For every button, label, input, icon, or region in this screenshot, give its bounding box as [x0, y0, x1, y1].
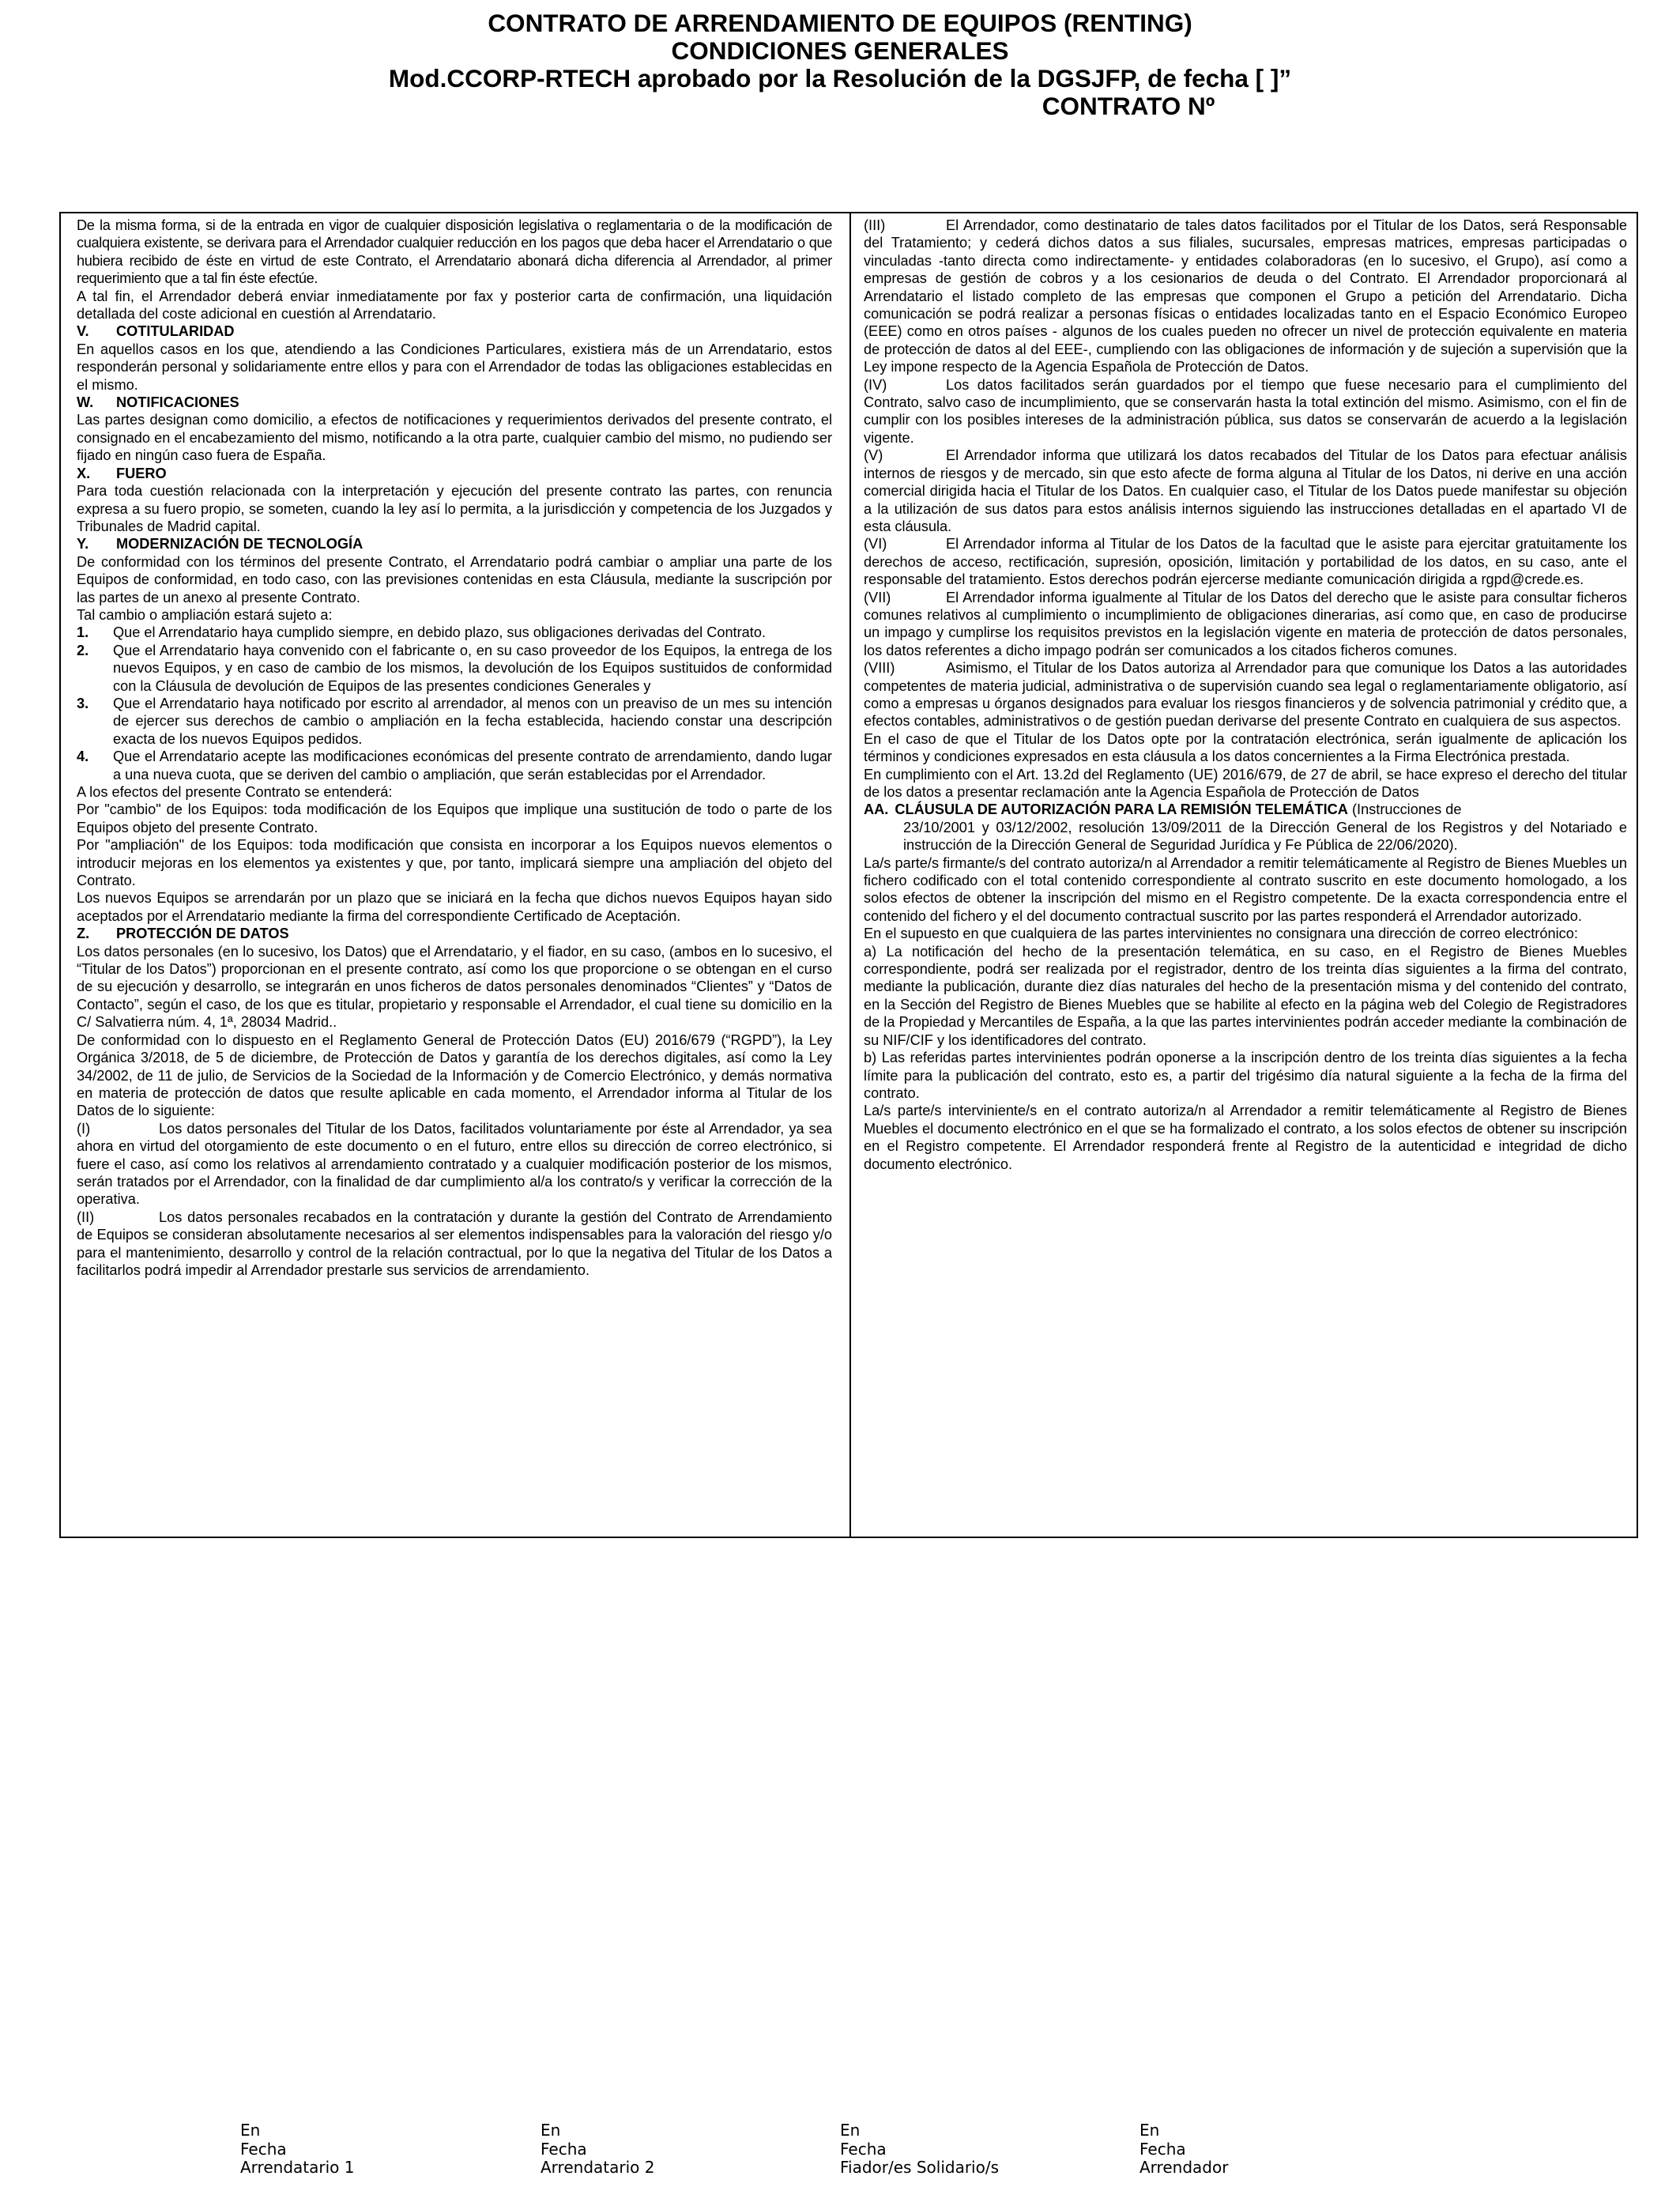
paragraph: De conformidad con los términos del presente Contrato, el Arrendatario podrá cambiar o ampliar una parte de los Equipos de conformidad, en todo caso, con las previsiones contenidas en esta Cláusula, mediante la suscripción por las partes de un anexo al presente Contrato.: [77, 553, 832, 605]
list-item: 3. Que el Arrendatario haya notificado por escrito al arrendador, al menos con un preaviso de un mes su intención de ejercer sus derechos de cambio o ampliación en la fecha establecida, haciendo constar una descripción exacta de los nuevos Equipos pedidos.: [77, 695, 832, 747]
roman-paragraph: (V) El Arrendador informa que utilizará los datos recabados del Titular de los Datos para efectuar análisis internos de riesgos y de mercado, sin que esto afecte de forma alguna al Titular de los Datos, ni derive en una acción comercial dirigida hacia el Titular de los Datos. En cualquier caso, el Titular de los Datos puede manifestar su objeción a la utilización de sus datos para estos análisis internos siguiendo las instrucciones detalladas en el apartado VI de esta cláusula.: [864, 447, 1627, 534]
roman-paragraph: (IV) Los datos facilitados serán guardados por el tiempo que fuese necesario para el cumplimiento del Contrato, salvo caso de incumplimiento, que se conservarán hasta la total extinción del mismo. Asimismo, con el fin de cumplir con los posibles intereses de la administración pública, sus datos se conservarán de acuerdo a la legislación vigente.: [864, 376, 1627, 446]
document-subtitle: CONDICIONES GENERALES: [671, 36, 1009, 65]
roman-paragraph: (VIII) Asimismo, el Titular de los Datos autoriza al Arrendador para que comunique los Datos a las autoridades competentes de materia judicial, administrativa o de supervisión cuando sea legal o reglamentariamente obligatorio, así como a empresas u órganos designados para evaluar los riesgos financieros y de solvencia patrimonial y crédito que, a efectos contables, administrativos o de gestión puedan derivarse del presente Contrato en cualquiera de sus aspectos.: [864, 660, 1627, 730]
document-header: [0, 9, 1680, 120]
signature-block-arrendatario-2: En Fecha Arrendatario 2: [541, 2121, 655, 2177]
paragraph: En cumplimiento con el Art. 13.2d del Reglamento (UE) 2016/679, de 27 de abril, se hace expreso el derecho del titular de los datos a presentar reclamación ante la Agencia Española de Protección de Datos: [864, 766, 1627, 800]
paragraph: Los nuevos Equipos se arrendarán por un plazo que se iniciará en la fecha que dichos nuevos Equipos hayan sido aceptados por el Arrendatario mediante la firma del correspondiente Certificado de Aceptación.: [77, 890, 832, 924]
section-heading-x: X. FUERO: [77, 465, 167, 481]
section-heading-z: Z. PROTECCIÓN DE DATOS: [77, 926, 289, 942]
paragraph: La/s parte/s firmante/s del contrato autoriza/n al Arrendador a remitir telemáticamente al Registro de Bienes Muebles un fichero codificado con el total contenido correspondiente al contrato suscrito en este documento homologado, a los solos efectos de obtener la inscripción del mismo en el Registro competente. De la exacta correspondencia entre el contenido del fichero y el del documento contractual suscrito por las partes responderá el Arrendador autorizado.: [864, 854, 1627, 924]
section-heading-w: W. NOTIFICACIONES: [77, 394, 239, 411]
roman-paragraph: (VII) El Arrendador informa igualmente al Titular de los Datos del derecho que le asiste para consultar ficheros comunes relativos al cumplimiento o incumplimiento de obligaciones dinerarias, así como que, en caso de producirse un impago y cumplirse los requisitos previstos en la legislación vigente en materia de protección de datos personales, los datos referentes a dicho impago podrán ser comunicados a los citados ficheros comunes.: [864, 589, 1627, 658]
paragraph: A tal fin, el Arrendador deberá enviar inmediatamente por fax y posterior carta de confirmación, una liquidación detallada del coste adicional en cuestión al Arrendatario.: [77, 288, 832, 322]
section-heading-y: Y. MODERNIZACIÓN DE TECNOLOGÍA: [77, 536, 363, 552]
list-item: 4. Que el Arrendatario acepte las modificaciones económicas del presente contrato de arrendamiento, dando lugar a una nueva cuota, que se deriven del cambio o ampliación, que serán establecidas por el Arrendador.: [77, 749, 832, 782]
roman-paragraph: (III) El Arrendador, como destinatario de tales datos facilitados por el Titular de los Datos, será Responsable del Tratamiento; y cederá dichos datos a sus filiales, sucursales, empresas matrices, empresas participadas o vinculadas -tanto directa como indirectamente- y entidades colaboradoras (en lo sucesivo, el Grupo), así como a empresas de gestión de cobros y a los cesionarios de deuda o del Contrato. El Arrendador proporcionará al Arrendatario el listado completo de las empresas que componen el Grupo a petición del Arrendatario. Dicha comunicación se podrá realizar a personas físicas o entidades localizadas tanto en el Espacio Económico Europeo (EEE) como en otros países - algunos de los cuales pueden no ofrecer un nivel de protección equivalente en materia de protección de datos al del EEE-, cumpliendo con las obligaciones de información y de sujeción a supervisión que la Ley impone respecto de la Agencia Española de Protección de Datos.: [864, 217, 1627, 375]
signature-block-arrendatario-1: En Fecha Arrendatario 1: [240, 2121, 355, 2177]
paragraph: Las partes designan como domicilio, a efectos de notificaciones y requerimientos derivados del presente contrato, el consignado en el encabezamiento del mismo, notificando a la otra parte, cualquier cambio del mismo, no pudiendo ser fijado en ningún caso fuera de España.: [77, 412, 832, 464]
document-title: CONTRATO DE ARRENDAMIENTO DE EQUIPOS (RENTING): [488, 9, 1192, 37]
paragraph: Por "cambio" de los Equipos: toda modificación de los Equipos que implique una sustitución de todo o parte de los Equipos objeto del presente Contrato.: [77, 801, 832, 835]
contract-number-label: CONTRATO Nº: [1042, 92, 1215, 120]
paragraph: La/s parte/s interviniente/s en el contrato autoriza/n al Arrendador a remitir telemáticamente al Registro de Bienes Muebles el documento electrónico en el que se ha formalizado el contrato, a los solos efectos de obtener su inscripción en el Registro competente. El Arrendador responderá frente al Registro de la autenticidad e integridad de dicho documento electrónico.: [864, 1103, 1627, 1172]
list-item: 2. Que el Arrendatario haya convenido con el fabricante o, en su caso proveedor de los Equipos, la entrega de los nuevos Equipos, y en caso de cambio de los mismos, la devolución de los Equipos sustituidos de conformidad con la Cláusula de devolución de Equipos de las presentes condiciones Generales y: [77, 642, 832, 694]
paragraph: A los efectos del presente Contrato se entenderá:: [77, 784, 393, 800]
model-reference: Mod.CCORP-RTECH aprobado por la Resolución de la DGSJFP, de fecha [ ]”: [388, 64, 1292, 92]
paragraph: De la misma forma, si de la entrada en vigor de cualquier disposición legislativa o reglamentaria o de la modificación de cualquiera existente, se derivara para el Arrendador cualquier reducción en los pagos que deba hacer el Arrendatario o que hubiera recibido de éste en virtud de este Contrato, el Arrendatario abonará dicha diferencia al Arrendador, al primer requerimiento que a tal fin éste efectúe.: [77, 217, 832, 287]
roman-paragraph: (II) Los datos personales recabados en la contratación y durante la gestión del Contrato de Arrendamiento de Equipos se consideran absolutamente necesarios al ser elementos indispensables para la valoración del riesgo y/o para el mantenimiento, desarrollo y control de la relación contractual, por lo que la negativa del Titular de los Datos a facilitarlos podrá impedir al Arrendador prestarle sus servicios de arrendamiento.: [77, 1209, 832, 1278]
paragraph: En el caso de que el Titular de los Datos opte por la contratación electrónica, serán igualmente de aplicación los términos y condiciones expresados en esta cláusula a los datos concernientes a la Firma Electrónica prestada.: [864, 730, 1627, 765]
signature-block-fiador: En Fecha Fiador/es Solidario/s: [840, 2121, 1000, 2177]
section-heading-v: V. COTITULARIDAD: [77, 323, 235, 340]
paragraph: 23/10/2001 y 03/12/2002, resolución 13/09/2011 de la Dirección General de los Registros y del Notariado e instrucción de la Dirección General de Seguridad Jurídica y Fe Pública de 22/06/2020).: [903, 819, 1627, 854]
signature-block-arrendador: En Fecha Arrendador: [1139, 2121, 1229, 2177]
section-heading-aa: AA. CLÁUSULA DE AUTORIZACIÓN PARA LA REMISIÓN TELEMÁTICA (Instrucciones de: [864, 801, 1462, 818]
paragraph: Tal cambio o ampliación estará sujeto a:: [77, 606, 333, 623]
column-divider: [849, 213, 851, 1537]
left-column: [77, 217, 832, 1279]
paragraph: En aquellos casos en los que, atendiendo a las Condiciones Particulares, existiera más de un Arrendatario, estos responderán personal y solidariamente entre ellos y para con el Arrendador de todas las obligaciones establecidas en el mismo.: [77, 341, 832, 393]
paragraph: Para toda cuestión relacionada con la interpretación y ejecución del presente contrato las partes, con renuncia expresa a su fuero propio, se someten, cuando la ley así lo permita, a la jurisdicción y competencia de los Juzgados y Tribunales de Madrid capital.: [77, 483, 832, 534]
roman-paragraph: (VI) El Arrendador informa al Titular de los Datos de la facultad que le asiste para ejercitar gratuitamente los derechos de acceso, rectificación, supresión, oposición, limitación y portabilidad de los datos, en su caso, ante el responsable del tratamiento. Estos derechos podrán ejercerse mediante comunicación dirigida a rgpd@crede.es.: [864, 536, 1627, 588]
paragraph: En el supuesto en que cualquiera de las partes intervinientes no consignara una dirección de correo electrónico:: [864, 926, 1578, 942]
paragraph: Por "ampliación" de los Equipos: toda modificación que consista en incorporar a los Equipos nuevos elementos o introducir mejoras en los elementos ya existentes y que, por tanto, implicará siempre una ampliación del objeto del Contrato.: [77, 837, 832, 889]
list-item: 1. Que el Arrendatario haya cumplido siempre, en debido plazo, sus obligaciones derivadas del Contrato.: [77, 624, 767, 641]
paragraph: Los datos personales (en lo sucesivo, los Datos) que el Arrendatario, y el fiador, en su caso, (ambos en lo sucesivo, el “Titular de los Datos”) proporcionan en el presente contrato, así como los que proporcione o se obtengan en el curso de su ejecución y desarrollo, se integrarán en unos ficheros de datos personales denominados “Clientes” y “Datos de Contacto”, según el caso, de los que es titular, propietario y responsable el Arrendador, el cual tiene su domicilio en la C/ Salvatierra núm. 4, 1ª, 28034 Madrid..: [77, 943, 832, 1031]
paragraph: De conformidad con lo dispuesto en el Reglamento General de Protección Datos (EU) 2016/679 (“RGPD”), la Ley Orgánica 3/2018, de 5 de diciembre, de Protección de Datos y garantía de los derechos digitales, así como la Ley 34/2002, de 11 de julio, de Servicios de la Sociedad de la Información y de Comercio Electrónico, y demás normativa en materia de protección de datos que resulte aplicable en cada momento, el Arrendador informa al Titular de los Datos de lo siguiente:: [77, 1031, 832, 1119]
paragraph: a) La notificación del hecho de la presentación telemática, en su caso, en el Registro de Bienes Muebles correspondiente, podrá ser realizada por el registrador, dentro de los treinta días siguientes a la firma del contrato, mediante la publicación, durante diez días naturales del hecho de la presentación misma y del contenido del contrato, en la Sección del Registro de Bienes Muebles que se habilite al efecto en la página web del Colegio de Registradores de la Propiedad y Mercantiles de España, a la que las partes intervinientes podrán acceder mediante la combinación de su NIF/CIF y los identificadores del contrato.: [864, 943, 1627, 1048]
right-column: [864, 217, 1627, 1173]
roman-paragraph: (I) Los datos personales del Titular de los Datos, facilitados voluntariamente por éste al Arrendador, ya sea ahora en virtud del otorgamiento de este documento o en el futuro, entre ellos su dirección de correo electrónico, si fuere el caso, así como los relativos al arrendamiento contratado y a cualquier modificación posterior de los mismos, serán tratados por el Arrendador, con la finalidad de dar cumplimiento al/a los contrato/s y verificar la corrección de la operativa.: [77, 1120, 832, 1208]
paragraph: b) Las referidas partes intervinientes podrán oponerse a la inscripción dentro de los treinta días siguientes a la fecha límite para la publicación del contrato, esto es, a partir del trigésimo día natural siguiente a la fecha de la firma del contrato.: [864, 1050, 1627, 1101]
conditions-table: [59, 212, 1638, 1538]
